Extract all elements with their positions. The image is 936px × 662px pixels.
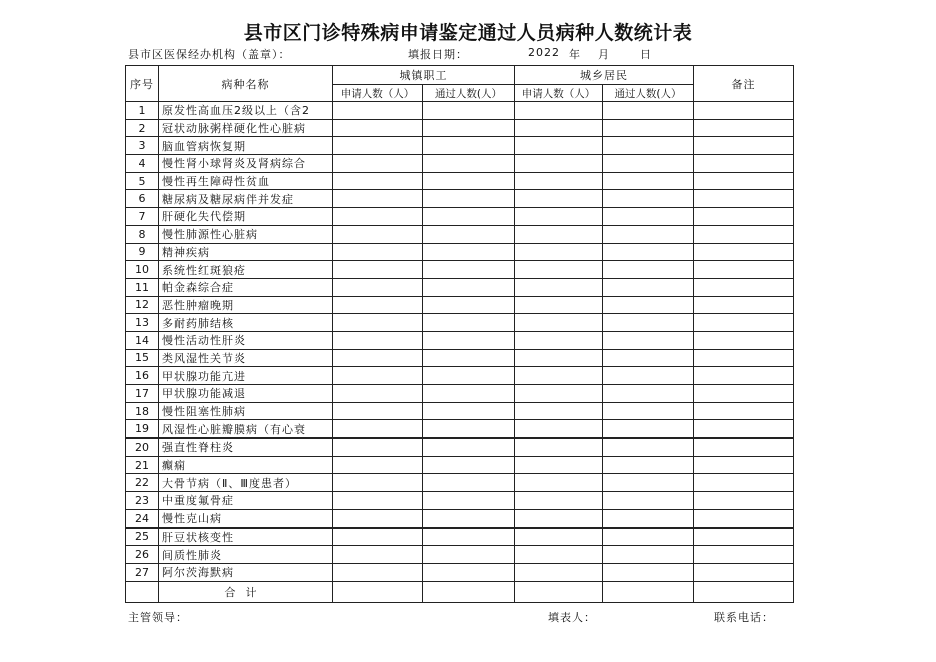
urban-pass-cell[interactable] <box>423 278 515 296</box>
rural-apply-cell[interactable] <box>515 190 603 208</box>
rural-apply-cell[interactable] <box>515 243 603 261</box>
table-row <box>126 402 794 420</box>
disease-name: 帕金森综合症 <box>159 278 333 296</box>
rural-pass-cell[interactable] <box>603 349 694 367</box>
rural-apply-cell[interactable] <box>515 225 603 243</box>
fill-date-label: 填报日期： <box>408 48 468 61</box>
rural-apply-cell[interactable] <box>515 385 603 403</box>
table-row <box>126 102 794 120</box>
disease-name: 强直性脊柱炎 <box>159 438 333 456</box>
row-number: 17 <box>126 385 159 403</box>
rural-apply-cell[interactable] <box>515 492 603 510</box>
disease-name: 慢性肾小球肾炎及肾病综合 <box>159 155 333 173</box>
total-rural-pass-cell[interactable] <box>603 581 694 602</box>
urban-apply-cell[interactable] <box>333 314 423 332</box>
urban-pass-cell[interactable] <box>423 137 515 155</box>
rural-pass-cell[interactable] <box>603 296 694 314</box>
urban-apply-cell[interactable] <box>333 155 423 173</box>
urban-apply-cell[interactable] <box>333 349 423 367</box>
remark-cell[interactable] <box>694 296 794 314</box>
urban-pass-cell[interactable] <box>423 420 515 438</box>
urban-pass-cell[interactable] <box>423 102 515 120</box>
urban-pass-cell[interactable] <box>423 474 515 492</box>
table-row <box>126 420 794 438</box>
urban-apply-cell[interactable] <box>333 546 423 564</box>
rural-apply-cell[interactable] <box>515 563 603 581</box>
header-disease-name: 病种名称 <box>159 66 333 102</box>
table-row <box>126 225 794 243</box>
urban-pass-cell[interactable] <box>423 509 515 527</box>
remark-cell[interactable] <box>694 225 794 243</box>
rural-pass-cell[interactable] <box>603 278 694 296</box>
rural-apply-cell[interactable] <box>515 172 603 190</box>
disease-name: 癫痫 <box>159 456 333 474</box>
rural-pass-cell[interactable] <box>603 438 694 456</box>
urban-apply-cell[interactable] <box>333 509 423 527</box>
urban-pass-cell[interactable] <box>423 456 515 474</box>
remark-cell[interactable] <box>694 331 794 349</box>
rural-apply-cell[interactable] <box>515 261 603 279</box>
fill-date-day-unit: 日 <box>640 48 652 61</box>
row-number: 13 <box>126 314 159 332</box>
disease-name: 恶性肿瘤晚期 <box>159 296 333 314</box>
rural-pass-cell[interactable] <box>603 367 694 385</box>
remark-cell[interactable] <box>694 528 794 546</box>
row-number: 8 <box>126 225 159 243</box>
total-remark-cell[interactable] <box>694 581 794 602</box>
table-row <box>126 208 794 226</box>
urban-apply-cell[interactable] <box>333 243 423 261</box>
remark-cell[interactable] <box>694 314 794 332</box>
rural-pass-cell[interactable] <box>603 509 694 527</box>
header-remark: 备注 <box>694 66 794 102</box>
total-label: 合计 <box>159 581 333 602</box>
table-row <box>126 155 794 173</box>
total-seq-cell <box>126 581 159 602</box>
row-number: 26 <box>126 546 159 564</box>
total-rural-apply-cell[interactable] <box>515 581 603 602</box>
row-number: 20 <box>126 438 159 456</box>
row-number: 19 <box>126 420 159 438</box>
rural-pass-cell[interactable] <box>603 155 694 173</box>
row-number: 22 <box>126 474 159 492</box>
table-row <box>126 474 794 492</box>
urban-apply-cell[interactable] <box>333 225 423 243</box>
footer-leader-label: 主管领导： <box>128 611 188 624</box>
row-number: 18 <box>126 402 159 420</box>
urban-pass-cell[interactable] <box>423 438 515 456</box>
table-row <box>126 349 794 367</box>
urban-pass-cell[interactable] <box>423 402 515 420</box>
row-number: 27 <box>126 563 159 581</box>
urban-apply-cell[interactable] <box>333 474 423 492</box>
urban-apply-cell[interactable] <box>333 190 423 208</box>
urban-pass-cell[interactable] <box>423 563 515 581</box>
row-number: 5 <box>126 172 159 190</box>
disease-name: 大骨节病（Ⅱ、Ⅲ度患者） <box>159 474 333 492</box>
urban-pass-cell[interactable] <box>423 243 515 261</box>
urban-pass-cell[interactable] <box>423 385 515 403</box>
row-number: 6 <box>126 190 159 208</box>
table-row <box>126 563 794 581</box>
rural-apply-cell[interactable] <box>515 349 603 367</box>
disease-name: 慢性活动性肝炎 <box>159 331 333 349</box>
fill-date-month-unit: 月 <box>598 48 610 61</box>
rural-apply-cell[interactable] <box>515 509 603 527</box>
remark-cell[interactable] <box>694 261 794 279</box>
urban-apply-cell[interactable] <box>333 456 423 474</box>
urban-pass-cell[interactable] <box>423 172 515 190</box>
header-rural-residents: 城乡居民 <box>515 66 694 85</box>
urban-pass-cell[interactable] <box>423 528 515 546</box>
row-number: 12 <box>126 296 159 314</box>
urban-apply-cell[interactable] <box>333 261 423 279</box>
row-number: 7 <box>126 208 159 226</box>
urban-pass-cell[interactable] <box>423 314 515 332</box>
rural-pass-cell[interactable] <box>603 528 694 546</box>
urban-apply-cell[interactable] <box>333 492 423 510</box>
agency-label: 县市区医保经办机构（盖章）： <box>128 48 291 61</box>
remark-cell[interactable] <box>694 367 794 385</box>
table-row <box>126 385 794 403</box>
fill-date-year-unit: 年 <box>569 48 581 61</box>
urban-apply-cell[interactable] <box>333 278 423 296</box>
urban-apply-cell[interactable] <box>333 402 423 420</box>
urban-apply-cell[interactable] <box>333 563 423 581</box>
header-rural-pass: 通过人数(人） <box>603 85 694 102</box>
rural-pass-cell[interactable] <box>603 314 694 332</box>
disease-name: 间质性肺炎 <box>159 546 333 564</box>
rural-pass-cell[interactable] <box>603 137 694 155</box>
disease-name: 冠状动脉粥样硬化性心脏病 <box>159 119 333 137</box>
rural-apply-cell[interactable] <box>515 331 603 349</box>
total-urban-pass-cell[interactable] <box>423 581 515 602</box>
table-row <box>126 546 794 564</box>
footer-phone-label: 联系电话： <box>714 611 774 624</box>
urban-pass-cell[interactable] <box>423 261 515 279</box>
table-row <box>126 331 794 349</box>
row-number: 2 <box>126 119 159 137</box>
remark-cell[interactable] <box>694 402 794 420</box>
table-row <box>126 528 794 546</box>
row-number: 3 <box>126 137 159 155</box>
urban-pass-cell[interactable] <box>423 225 515 243</box>
table-row <box>126 137 794 155</box>
row-number: 9 <box>126 243 159 261</box>
rural-apply-cell[interactable] <box>515 474 603 492</box>
urban-pass-cell[interactable] <box>423 208 515 226</box>
disease-name: 原发性高血压2级以上（含2 <box>159 102 333 120</box>
urban-apply-cell[interactable] <box>333 438 423 456</box>
urban-apply-cell[interactable] <box>333 137 423 155</box>
header-rural-apply: 申请人数（人） <box>515 85 603 102</box>
disease-name: 类风湿性关节炎 <box>159 349 333 367</box>
table-row <box>126 314 794 332</box>
rural-apply-cell[interactable] <box>515 420 603 438</box>
table-row <box>126 296 794 314</box>
remark-cell[interactable] <box>694 385 794 403</box>
remark-cell[interactable] <box>694 190 794 208</box>
rural-apply-cell[interactable] <box>515 155 603 173</box>
rural-pass-cell[interactable] <box>603 474 694 492</box>
rural-pass-cell[interactable] <box>603 420 694 438</box>
rural-pass-cell[interactable] <box>603 172 694 190</box>
row-number: 23 <box>126 492 159 510</box>
disease-name: 甲状腺功能减退 <box>159 385 333 403</box>
disease-name: 系统性红斑狼疮 <box>159 261 333 279</box>
rural-pass-cell[interactable] <box>603 208 694 226</box>
urban-apply-cell[interactable] <box>333 119 423 137</box>
table-row <box>126 456 794 474</box>
rural-apply-cell[interactable] <box>515 278 603 296</box>
urban-pass-cell[interactable] <box>423 492 515 510</box>
statistics-table <box>125 65 794 603</box>
disease-name: 精神疾病 <box>159 243 333 261</box>
remark-cell[interactable] <box>694 119 794 137</box>
rural-pass-cell[interactable] <box>603 402 694 420</box>
urban-apply-cell[interactable] <box>333 331 423 349</box>
urban-apply-cell[interactable] <box>333 367 423 385</box>
urban-pass-cell[interactable] <box>423 331 515 349</box>
urban-pass-cell[interactable] <box>423 546 515 564</box>
disease-name: 多耐药肺结核 <box>159 314 333 332</box>
remark-cell[interactable] <box>694 137 794 155</box>
header-seq: 序号 <box>126 66 159 102</box>
footer-filler-label: 填表人： <box>548 611 596 624</box>
disease-name: 脑血管病恢复期 <box>159 137 333 155</box>
urban-apply-cell[interactable] <box>333 102 423 120</box>
remark-cell[interactable] <box>694 456 794 474</box>
rural-apply-cell[interactable] <box>515 456 603 474</box>
row-number: 21 <box>126 456 159 474</box>
table-row <box>126 509 794 527</box>
urban-apply-cell[interactable] <box>333 172 423 190</box>
sheet-title: 县市区门诊特殊病申请鉴定通过人员病种人数统计表 <box>243 22 693 44</box>
rural-pass-cell[interactable] <box>603 225 694 243</box>
rural-pass-cell[interactable] <box>603 456 694 474</box>
row-number: 14 <box>126 331 159 349</box>
fill-date-year: 2022 <box>528 46 560 59</box>
rural-pass-cell[interactable] <box>603 492 694 510</box>
rural-apply-cell[interactable] <box>515 296 603 314</box>
header-urban-pass: 通过人数(人） <box>423 85 515 102</box>
row-number: 15 <box>126 349 159 367</box>
table-row <box>126 261 794 279</box>
remark-cell[interactable] <box>694 546 794 564</box>
row-number: 25 <box>126 528 159 546</box>
row-number: 10 <box>126 261 159 279</box>
header-urban-apply: 申请人数（人） <box>333 85 423 102</box>
disease-name: 风湿性心脏瓣膜病（有心衰 <box>159 420 333 438</box>
row-number: 11 <box>126 278 159 296</box>
rural-apply-cell[interactable] <box>515 102 603 120</box>
row-number: 4 <box>126 155 159 173</box>
remark-cell[interactable] <box>694 278 794 296</box>
rural-apply-cell[interactable] <box>515 546 603 564</box>
rural-pass-cell[interactable] <box>603 261 694 279</box>
remark-cell[interactable] <box>694 243 794 261</box>
rural-pass-cell[interactable] <box>603 243 694 261</box>
urban-apply-cell[interactable] <box>333 208 423 226</box>
rural-pass-cell[interactable] <box>603 119 694 137</box>
rural-pass-cell[interactable] <box>603 190 694 208</box>
rural-apply-cell[interactable] <box>515 119 603 137</box>
table-body <box>126 102 794 582</box>
remark-cell[interactable] <box>694 509 794 527</box>
urban-pass-cell[interactable] <box>423 190 515 208</box>
disease-name: 慢性阻塞性肺病 <box>159 402 333 420</box>
table-row <box>126 190 794 208</box>
rural-apply-cell[interactable] <box>515 367 603 385</box>
disease-name: 糖尿病及糖尿病伴并发症 <box>159 190 333 208</box>
urban-apply-cell[interactable] <box>333 385 423 403</box>
remark-cell[interactable] <box>694 349 794 367</box>
remark-cell[interactable] <box>694 563 794 581</box>
urban-pass-cell[interactable] <box>423 119 515 137</box>
rural-pass-cell[interactable] <box>603 546 694 564</box>
rural-apply-cell[interactable] <box>515 208 603 226</box>
disease-name: 慢性肺源性心脏病 <box>159 225 333 243</box>
rural-pass-cell[interactable] <box>603 563 694 581</box>
rural-apply-cell[interactable] <box>515 314 603 332</box>
table-row <box>126 438 794 456</box>
header-urban-employees: 城镇职工 <box>333 66 515 85</box>
urban-pass-cell[interactable] <box>423 349 515 367</box>
remark-cell[interactable] <box>694 155 794 173</box>
remark-cell[interactable] <box>694 172 794 190</box>
disease-name: 阿尔茨海默病 <box>159 563 333 581</box>
remark-cell[interactable] <box>694 208 794 226</box>
table-row <box>126 119 794 137</box>
rural-pass-cell[interactable] <box>603 331 694 349</box>
disease-name: 甲状腺功能亢进 <box>159 367 333 385</box>
urban-pass-cell[interactable] <box>423 155 515 173</box>
row-number: 1 <box>126 102 159 120</box>
table-row <box>126 278 794 296</box>
remark-cell[interactable] <box>694 102 794 120</box>
urban-apply-cell[interactable] <box>333 296 423 314</box>
row-number: 24 <box>126 509 159 527</box>
disease-name: 肝硬化失代偿期 <box>159 208 333 226</box>
urban-pass-cell[interactable] <box>423 367 515 385</box>
table-row <box>126 492 794 510</box>
rural-apply-cell[interactable] <box>515 137 603 155</box>
disease-name: 肝豆状核变性 <box>159 528 333 546</box>
rural-apply-cell[interactable] <box>515 528 603 546</box>
rural-apply-cell[interactable] <box>515 402 603 420</box>
urban-apply-cell[interactable] <box>333 420 423 438</box>
urban-pass-cell[interactable] <box>423 296 515 314</box>
row-number: 16 <box>126 367 159 385</box>
disease-name: 中重度氟骨症 <box>159 492 333 510</box>
remark-cell[interactable] <box>694 492 794 510</box>
table-row <box>126 243 794 261</box>
table-row <box>126 172 794 190</box>
remark-cell[interactable] <box>694 474 794 492</box>
total-urban-apply-cell[interactable] <box>333 581 423 602</box>
rural-pass-cell[interactable] <box>603 385 694 403</box>
disease-name: 慢性再生障碍性贫血 <box>159 172 333 190</box>
disease-name: 慢性克山病 <box>159 509 333 527</box>
remark-cell[interactable] <box>694 438 794 456</box>
urban-apply-cell[interactable] <box>333 528 423 546</box>
rural-apply-cell[interactable] <box>515 438 603 456</box>
rural-pass-cell[interactable] <box>603 102 694 120</box>
table-row <box>126 367 794 385</box>
remark-cell[interactable] <box>694 420 794 438</box>
